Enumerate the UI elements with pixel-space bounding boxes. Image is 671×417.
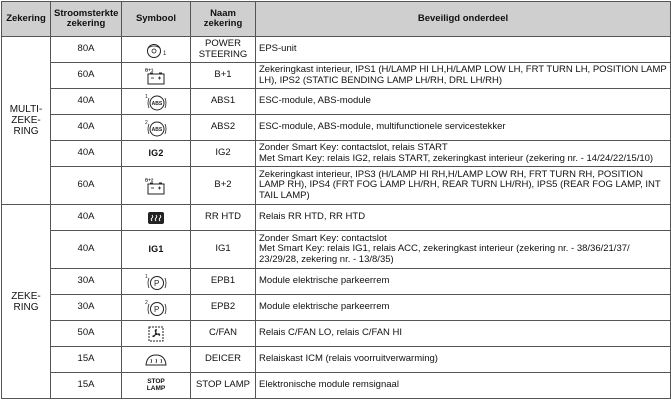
- parking-brake-2-icon: [142, 298, 170, 318]
- table-row: [2, 167, 671, 205]
- table-row: [2, 89, 671, 115]
- fuse-name: RR HTD: [191, 205, 256, 231]
- battery-b2-icon: [142, 176, 170, 196]
- fuse-name: EPB2: [191, 295, 256, 321]
- desc-line: Zonder Smart Key: contactslot Met Smart Key: relais IG1, relais ACC, zekeringkast interieur (zekering nr. - 38/36/21/37/ 23/29/28, zekering nr. - 13/8/35): [259, 232, 630, 265]
- deicer-icon: [143, 352, 169, 368]
- fuse-name: ABS1: [191, 89, 256, 115]
- amp-cell: 60A: [51, 63, 122, 89]
- power-steering-icon: [141, 41, 171, 59]
- svg-text:P: P: [154, 304, 160, 314]
- amp-cell: 40A: [51, 205, 122, 231]
- svg-text:ABS: ABS: [151, 100, 163, 107]
- svg-text:2: 2: [145, 119, 148, 126]
- fuse-name: STOP LAMP: [191, 373, 256, 399]
- table-row: [2, 37, 671, 63]
- amp-cell: 30A: [51, 269, 122, 295]
- protected-part: Relais C/FAN LO, relais C/FAN HI: [256, 321, 671, 347]
- header-stroomsterkte: Stroomsterkte zekering: [51, 2, 122, 37]
- protected-part: EPS-unit: [256, 37, 671, 63]
- group-zekering: ZEKE- RING: [2, 205, 51, 399]
- protected-part: Module elektrische parkeerrem: [256, 295, 671, 321]
- amp-cell: 15A: [51, 373, 122, 399]
- fuse-name: EPB1: [191, 269, 256, 295]
- svg-text:1: 1: [145, 273, 148, 280]
- amp-cell: 40A: [51, 115, 122, 141]
- fuse-name: B+1: [191, 63, 256, 89]
- parking-brake-1-icon: [142, 272, 170, 292]
- svg-text:2: 2: [145, 299, 148, 306]
- abs-1-icon: [142, 92, 170, 112]
- protected-part: Relais RR HTD, RR HTD: [256, 205, 671, 231]
- table-row: [2, 347, 671, 373]
- group-multi-zekering: MULTI- ZEKE- RING: [2, 37, 51, 205]
- cooling-fan-icon: [146, 325, 166, 343]
- amp-cell: 15A: [51, 347, 122, 373]
- table-row: [2, 63, 671, 89]
- header-symbool: Symbool: [122, 2, 191, 37]
- amp-cell: 60A: [51, 167, 122, 205]
- fuse-name: POWER STEERING: [191, 37, 256, 63]
- protected-part: [256, 141, 671, 167]
- header-zekering: Zekering: [2, 2, 51, 37]
- protected-part: ESC-module, ABS-module: [256, 89, 671, 115]
- amp-cell: 30A: [51, 295, 122, 321]
- svg-text:B+1: B+1: [145, 67, 154, 72]
- table-row: [2, 205, 671, 231]
- amp-cell: 40A: [51, 89, 122, 115]
- protected-part: Relaiskast ICM (relais voorruitverwarming): [256, 347, 671, 373]
- svg-text:B+2: B+2: [145, 177, 154, 182]
- amp-cell: 40A: [51, 231, 122, 269]
- fuse-name: IG1: [191, 231, 256, 269]
- battery-b1-icon: [142, 66, 170, 86]
- svg-text:1: 1: [145, 93, 148, 100]
- abs-2-icon: [142, 118, 170, 138]
- svg-text:ABS: ABS: [151, 126, 163, 133]
- header-row: [2, 2, 671, 37]
- table-row: [2, 373, 671, 399]
- protected-part: ESC-module, ABS-module, multifunctionele servicestekker: [256, 115, 671, 141]
- protected-part: Module elektrische parkeerrem: [256, 269, 671, 295]
- desc-line: Zonder Smart Key: contactslot, relais START Met Smart Key: relais IG2, relais START, zekeringkast interieur (zekering nr. - 14/24/22/15/10): [259, 142, 654, 164]
- header-naam: Naam zekering: [191, 2, 256, 37]
- svg-text:1: 1: [163, 50, 167, 57]
- table-row: [2, 115, 671, 141]
- fuse-name: C/FAN: [191, 321, 256, 347]
- ig2-icon: IG2: [148, 147, 164, 158]
- table-row: [2, 321, 671, 347]
- svg-text:P: P: [154, 278, 160, 288]
- fuse-name: ABS2: [191, 115, 256, 141]
- protected-part: Elektronische module remsignaal: [256, 373, 671, 399]
- stop-lamp-icon: STOP LAMP: [146, 378, 166, 392]
- rear-defrost-icon: [146, 210, 166, 226]
- protected-part: [256, 231, 671, 269]
- amp-cell: 40A: [51, 141, 122, 167]
- ig1-icon: IG1: [148, 243, 164, 254]
- table-row: [2, 141, 671, 167]
- amp-cell: 80A: [51, 37, 122, 63]
- table-row: [2, 295, 671, 321]
- fuse-name: IG2: [191, 141, 256, 167]
- header-beveiligd: Beveiligd onderdeel: [256, 2, 671, 37]
- protected-part: Zekeringkast interieur, IPS3 (H/LAMP HI RH,H/LAMP LOW RH, FRT TURN RH, POSITION LAMP RH), IPS4 (FRT FOG LAMP LH/RH, REAR TURN LH/RH), IPS5 (REAR FOG LAMP, INT TAIL LAMP): [256, 167, 671, 205]
- fuse-table: [1, 1, 671, 399]
- fuse-name: B+2: [191, 167, 256, 205]
- table-row: [2, 231, 671, 269]
- table-row: [2, 269, 671, 295]
- protected-part: Zekeringkast interieur, IPS1 (H/LAMP HI LH,H/LAMP LOW LH, FRT TURN LH, POSITION LAMP LH), IPS2 (STATIC BENDING LAMP LH/RH, DRL LH/RH): [256, 63, 671, 89]
- amp-cell: 50A: [51, 321, 122, 347]
- fuse-name: DEICER: [191, 347, 256, 373]
